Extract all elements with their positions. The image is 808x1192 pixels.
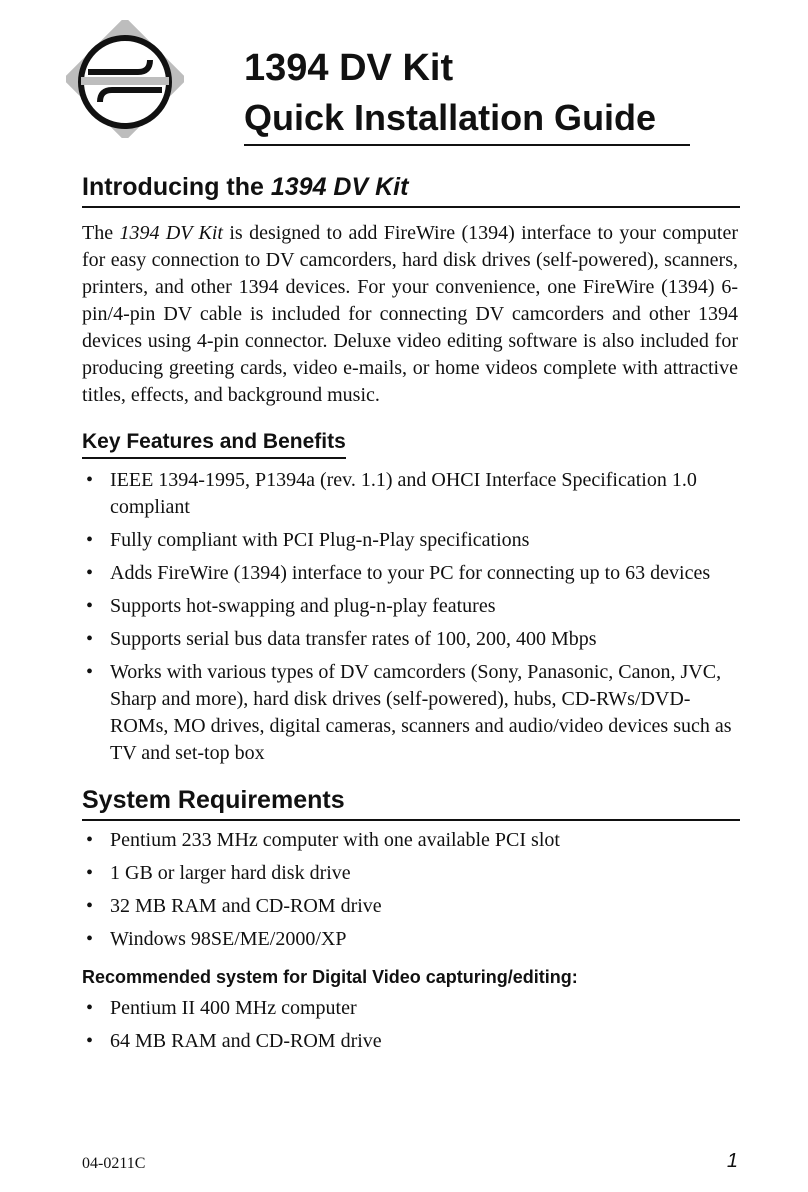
product-title: 1394 DV Kit — [244, 47, 454, 89]
list-item: • Pentium 233 MHz computer with one available PCI slot — [82, 827, 740, 854]
bullet-icon: • — [86, 469, 94, 491]
main-content — [82, 172, 740, 1055]
features-heading: Key Features and Benefits — [82, 429, 346, 459]
list-item: • Adds FireWire (1394) interface to your PC for connecting up to 63 devices — [82, 560, 740, 587]
features-section — [82, 429, 740, 767]
title-block — [244, 46, 656, 140]
brand-logo-icon — [66, 20, 184, 138]
bullet-icon: • — [86, 529, 94, 551]
bullet-icon: • — [86, 628, 94, 650]
requirements-section — [82, 785, 740, 1055]
document-code: 04-0211C — [82, 1155, 146, 1172]
list-item: • 32 MB RAM and CD-ROM drive — [82, 893, 740, 920]
bullet-icon: • — [86, 928, 94, 950]
list-item: • Fully compliant with PCI Plug-n-Play specifications — [82, 527, 740, 554]
bullet-icon: • — [86, 829, 94, 851]
bullet-icon: • — [86, 895, 94, 917]
list-item: • Works with various types of DV camcorders (Sony, Panasonic, Canon, JVC, Sharp and more), hard disk drives (self-powered), hubs, CD-RWs/DVD-ROMs, MO drives, digital cameras, scanners and audio/video devices such as TV and set-top box — [86, 661, 732, 764]
list-item: • Supports hot-swapping and plug-n-play features — [82, 593, 740, 620]
requirements-list — [82, 827, 740, 953]
features-list — [82, 467, 740, 767]
requirements-heading: System Requirements — [82, 785, 740, 821]
intro-heading — [82, 172, 740, 208]
bullet-icon: • — [86, 1030, 94, 1052]
intro-paragraph — [82, 220, 738, 409]
intro-heading-prefix: Introducing the — [82, 173, 264, 201]
bullet-icon: • — [86, 562, 94, 584]
list-item: • IEEE 1394-1995, P1394a (rev. 1.1) and OHCI Interface Specification 1.0 compliant — [86, 469, 697, 518]
guide-title: Quick Installation Guide — [244, 97, 657, 138]
recommended-heading: Recommended system for Digital Video capturing/editing: — [82, 967, 578, 987]
intro-para-product: 1394 DV Kit — [119, 222, 223, 244]
recommended-list — [82, 995, 740, 1055]
list-item: • Windows 98SE/ME/2000/XP — [82, 926, 740, 953]
bullet-icon: • — [86, 997, 94, 1019]
list-item: • Supports serial bus data transfer rates of 100, 200, 400 Mbps — [82, 626, 740, 653]
list-item: • Pentium II 400 MHz computer — [82, 995, 740, 1022]
intro-para-start: The — [82, 222, 114, 244]
intro-heading-product: 1394 DV Kit — [270, 173, 409, 201]
bullet-icon: • — [86, 595, 94, 617]
list-item: • 64 MB RAM and CD-ROM drive — [82, 1028, 740, 1055]
title-divider — [244, 144, 690, 146]
bullet-icon: • — [86, 661, 94, 683]
intro-para-text: is designed to add FireWire (1394) interface to your computer for easy connection to DV camcorders, hard disk drives (self-powered), scanners, printers, and other 1394 devices. For your convenience, one FireWire (1394) 6-pin/4-pin DV cable is included for connecting DV camcorders and other 1394 devices using 4-pin connector. Deluxe video editing software is also included for producing greeting cards, video e-mails, or home videos complete with attractive titles, effects, and background music. — [82, 222, 738, 406]
page-number: 1 — [726, 1150, 738, 1172]
bullet-icon: • — [86, 862, 94, 884]
list-item: • 1 GB or larger hard disk drive — [82, 860, 740, 887]
